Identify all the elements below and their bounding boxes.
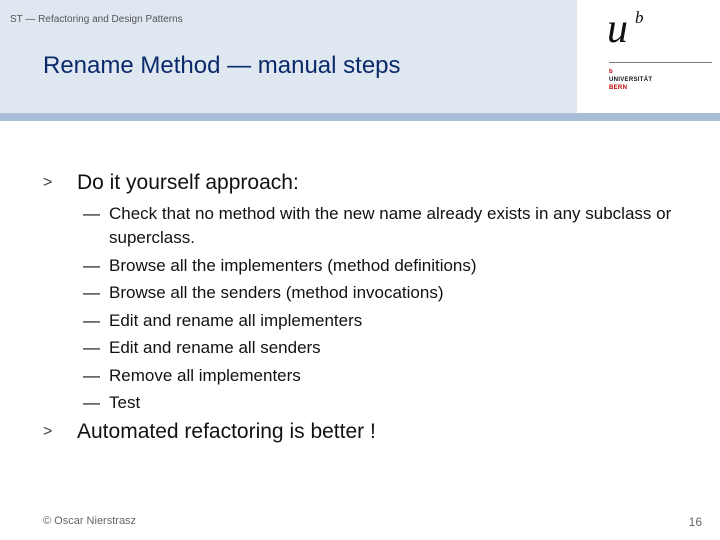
logo-line-bern: BERN — [609, 85, 628, 91]
course-label: ST — Refactoring and Design Patterns — [10, 14, 183, 25]
dash-marker: — — [83, 393, 100, 412]
dash-marker: — — [83, 338, 100, 357]
list-item-text: Browse all the implementers (method definitions) — [109, 255, 477, 275]
list-item-text: Browse all the senders (method invocations) — [109, 283, 444, 302]
list-item — [83, 309, 683, 333]
dash-marker: — — [83, 365, 100, 385]
logo-line-universitaet: UNIVERSITÄT — [609, 77, 653, 83]
footer-author: © Oscar Nierstrasz — [43, 515, 137, 527]
university-logo — [600, 6, 715, 101]
manual-steps-list — [83, 202, 683, 419]
logo-wordmark — [609, 68, 652, 92]
bullet-text: Do it yourself approach: — [77, 171, 299, 194]
dash-marker: — — [83, 255, 100, 275]
dash-marker: — — [83, 204, 100, 223]
logo-mark-b: b — [635, 8, 644, 27]
logo-mark-u: u — [607, 6, 628, 52]
list-item — [83, 202, 683, 250]
logo-divider — [609, 62, 712, 63]
list-item-text: Remove all implementers — [109, 365, 301, 385]
header-band — [0, 0, 577, 113]
list-item-text: Edit and rename all implementers — [109, 310, 363, 330]
accent-bar — [0, 113, 720, 121]
bullet-marker: > — [43, 423, 53, 440]
list-item — [83, 364, 683, 388]
slide-title: Rename Method — manual steps — [43, 52, 401, 79]
list-item — [83, 391, 683, 415]
dash-marker: — — [83, 310, 100, 330]
list-item — [83, 281, 683, 305]
dash-marker: — — [83, 283, 100, 302]
list-item-text: Check that no method with the new name already exists in any subclass or superclass. — [109, 204, 672, 247]
logo-line-b: b — [609, 69, 613, 75]
list-item — [83, 254, 683, 278]
bullet-text: Automated refactoring is better ! — [77, 420, 376, 443]
bullet-marker: > — [43, 174, 53, 191]
page-number: 16 — [688, 515, 702, 529]
list-item-text: Test — [109, 393, 141, 412]
list-item-text: Edit and rename all senders — [109, 338, 321, 357]
list-item — [83, 336, 683, 360]
